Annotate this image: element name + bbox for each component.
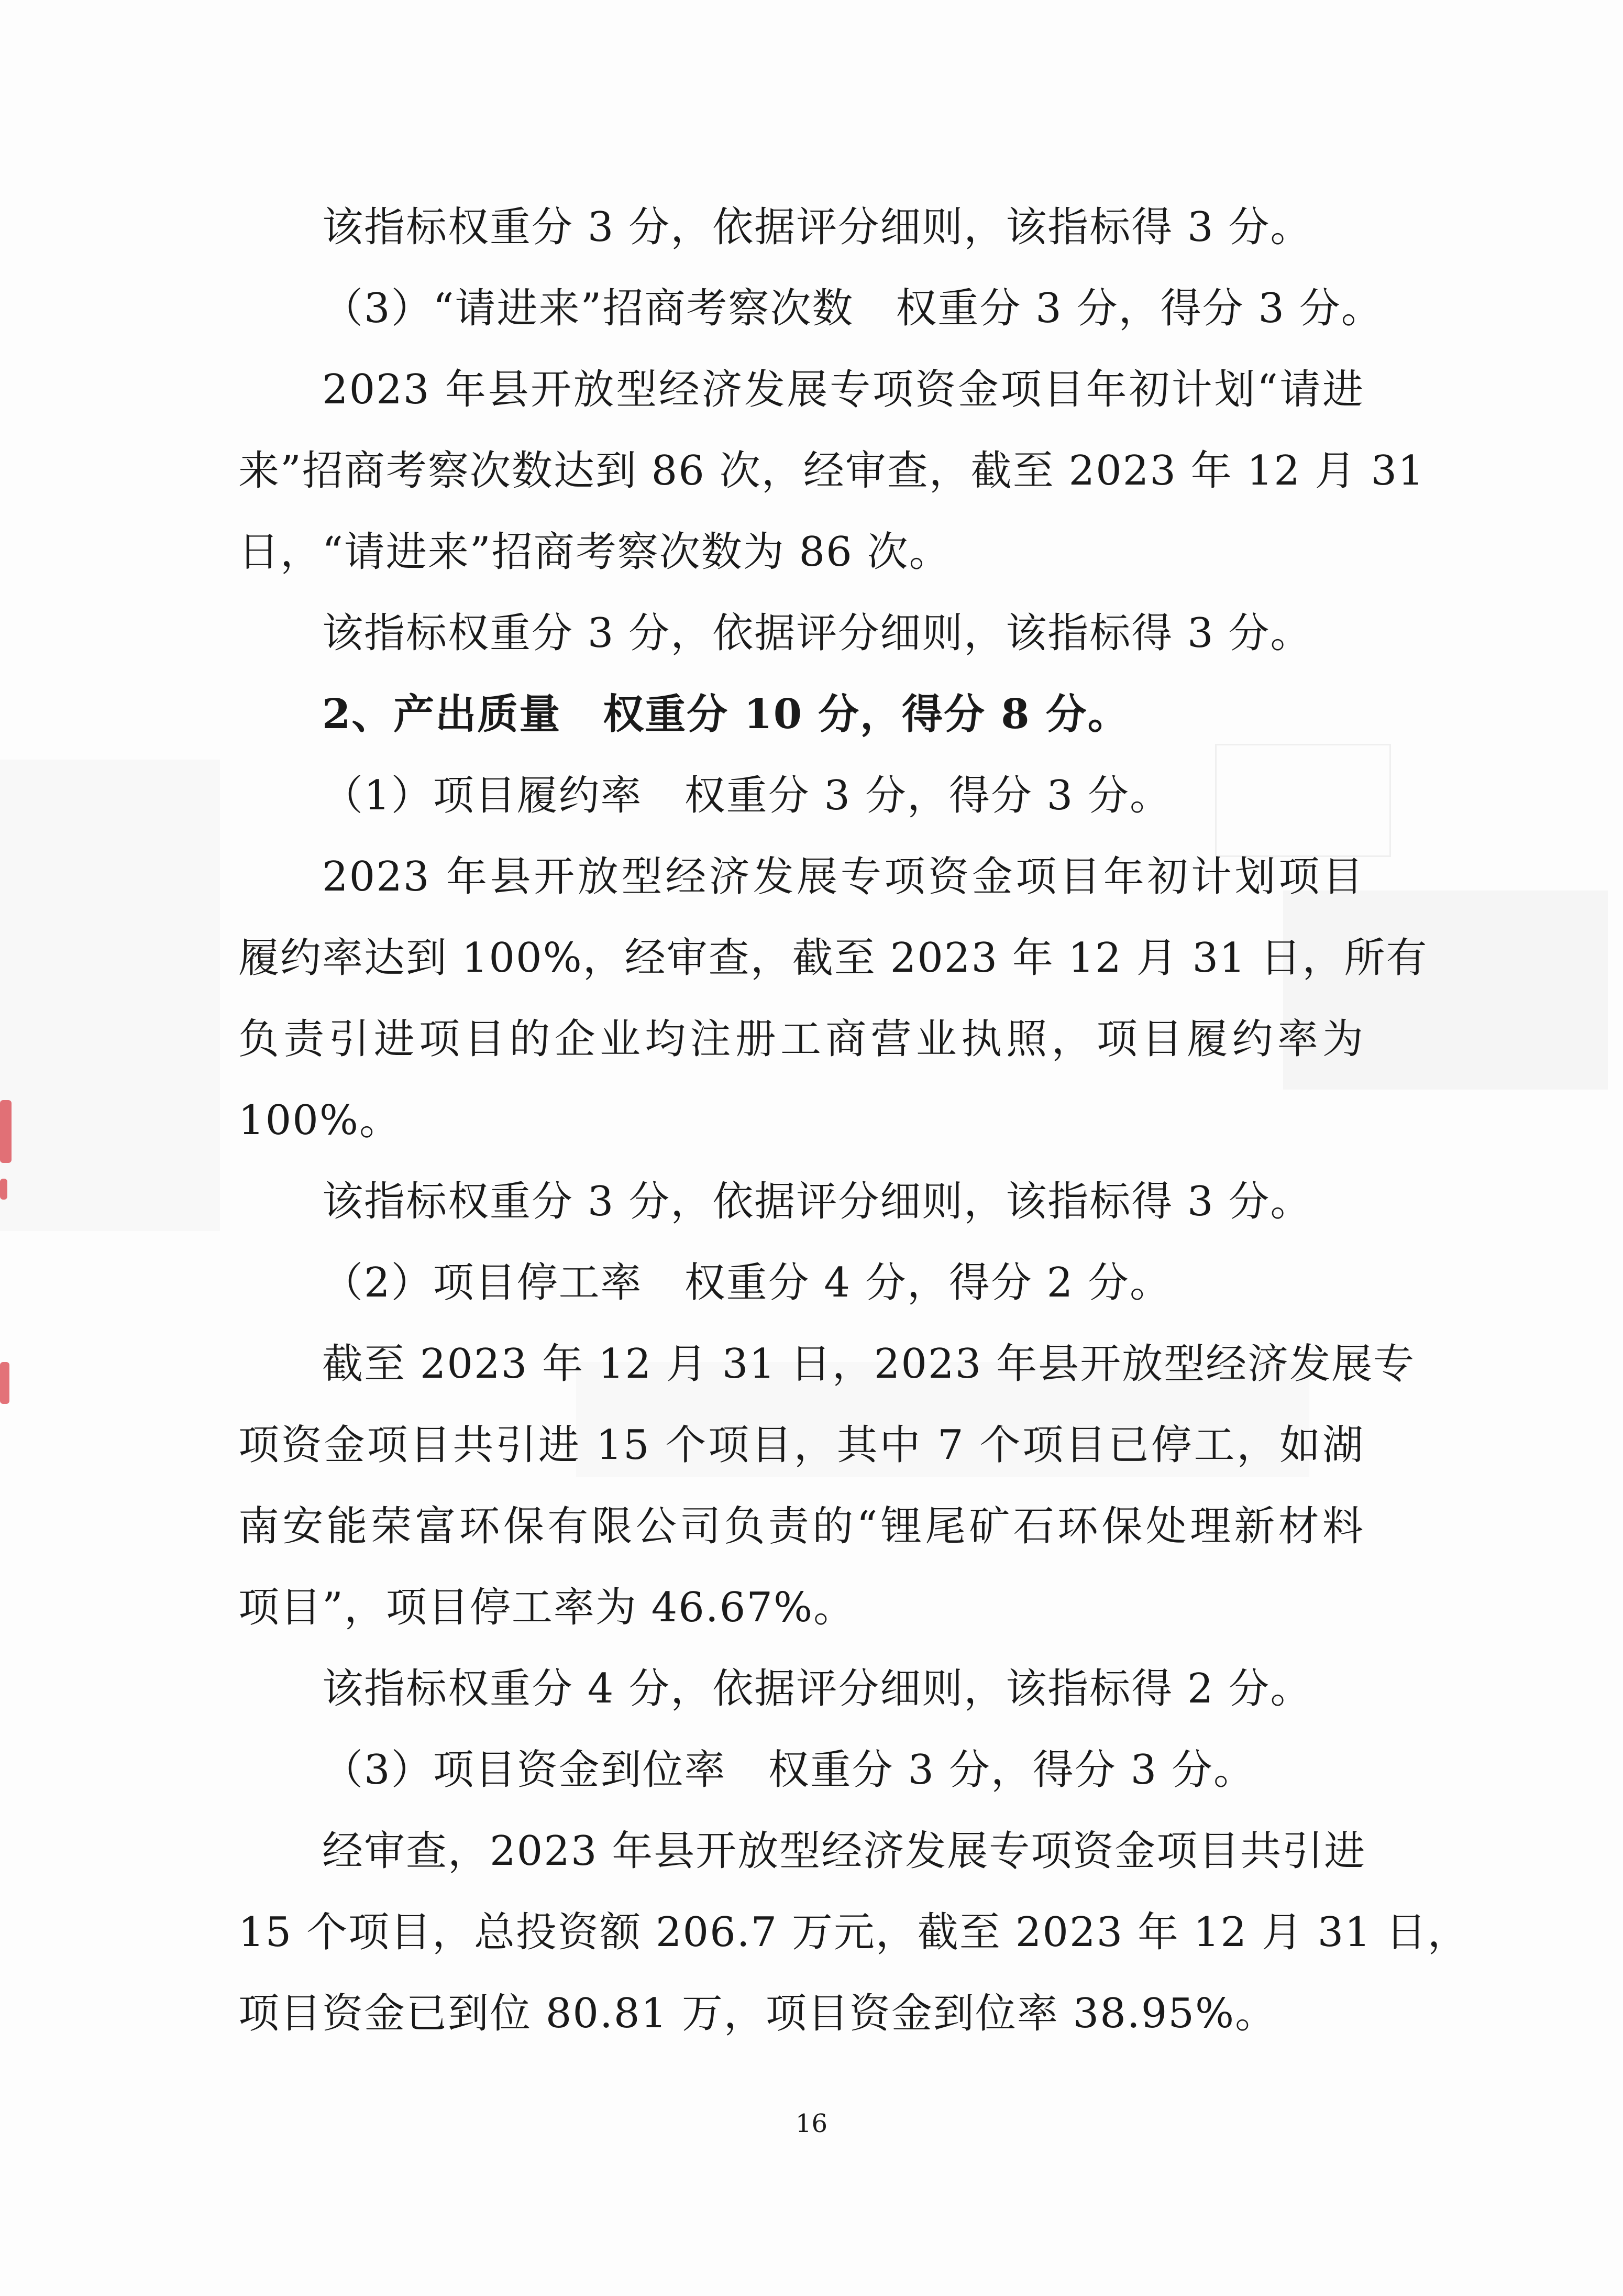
paragraph-line: 100%。 [238,1097,401,1144]
section-heading: （1）项目履约率 权重分 3 分，得分 3 分。 [322,772,1172,819]
paragraph-line: 项目资金已到位 80.81 万，项目资金到位率 38.95%。 [238,1990,1277,2037]
paragraph-line: 该指标权重分 4 分，依据评分细则，该指标得 2 分。 [322,1665,1312,1712]
paragraph-line: 履约率达到 100%，经审查，截至 2023 年 12 月 31 日，所有 [238,935,1428,982]
paragraph-line: 15 个项目，总投资额 206.7 万元，截至 2023 年 12 月 31 日， [238,1909,1470,1956]
page-number: 16 [795,2109,828,2138]
section-heading-bold: 2、产出质量 权重分 10 分，得分 8 分。 [322,690,1130,738]
show-through-shadow-left [0,760,220,1231]
paragraph-line: 南安能荣富环保有限公司负责的“锂尾矿石环保处理新材料 [238,1503,1364,1550]
paragraph-line: 负责引进项目的企业均注册工商营业执照，项目履约率为 [238,1016,1364,1063]
section-heading: （3）项目资金到位率 权重分 3 分，得分 3 分。 [322,1746,1256,1794]
section-heading: （3）“请进来”招商考察次数 权重分 3 分，得分 3 分。 [322,285,1383,332]
paragraph-line: 截至 2023 年 12 月 31 日，2023 年县开放型经济发展专 [322,1341,1416,1388]
paragraph-line: 来”招商考察次数达到 86 次，经审查，截至 2023 年 12 月 31 [238,447,1425,495]
paragraph-line: 该指标权重分 3 分，依据评分细则，该指标得 3 分。 [322,1178,1312,1225]
red-seal-fragment [0,1362,9,1404]
red-seal-fragment [0,1179,7,1200]
paragraph-line: 日，“请进来”招商考察次数为 86 次。 [238,529,951,576]
paragraph-line: 该指标权重分 3 分，依据评分细则，该指标得 3 分。 [322,204,1312,251]
paragraph-line: 项目”，项目停工率为 46.67%。 [238,1584,856,1631]
paragraph-line: 2023 年县开放型经济发展专项资金项目年初计划项目 [322,853,1364,900]
section-heading: （2）项目停工率 权重分 4 分，得分 2 分。 [322,1259,1172,1306]
paragraph-line: 项资金项目共引进 15 个项目，其中 7 个项目已停工，如湖 [238,1422,1364,1469]
paragraph-line: 经审查，2023 年县开放型经济发展专项资金项目共引进 [322,1828,1366,1875]
red-seal-fragment [0,1100,12,1163]
paragraph-line: 2023 年县开放型经济发展专项资金项目年初计划“请进 [322,366,1364,413]
paragraph-line: 该指标权重分 3 分，依据评分细则，该指标得 3 分。 [322,610,1312,657]
